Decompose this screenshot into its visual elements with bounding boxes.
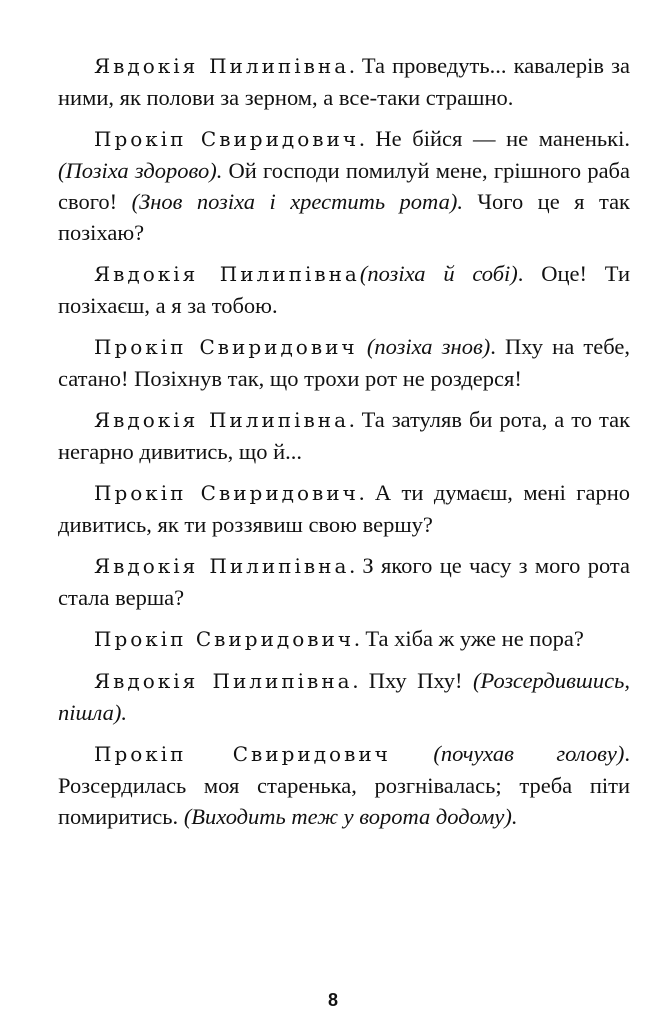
speaker-name: Явдокія Пилипівна [94, 262, 360, 286]
dialogue-text: . Та проведуть... кавалерів за ними, як полови за зерном, а все-таки страшно. [58, 53, 630, 110]
dialogue-paragraph [58, 477, 630, 540]
dialogue-text: . Та хіба ж уже не пора? [354, 626, 584, 651]
dialogue-text: Чого це я так позіхаю? [58, 189, 630, 245]
speaker-name: Явдокія Пилипівна [94, 54, 350, 78]
dialogue-paragraph [58, 550, 630, 613]
dialogue-text [358, 334, 367, 359]
page-number: 8 [327, 990, 338, 1010]
speaker-name: Прокіп Свиридович [94, 335, 358, 359]
dialogue-text: . Та затуляв би рота, а то так негарно дивитись, що й... [58, 407, 630, 464]
stage-direction: (позіха й собі) [359, 261, 518, 286]
speaker-name: Прокіп Свиридович [94, 127, 360, 151]
stage-direction: (Знов позіха і хрестить рота). [131, 189, 463, 214]
dialogue-paragraph [58, 123, 630, 248]
dialogue-text: . З якого це часу з мого рота стала верша? [58, 553, 630, 610]
speaker-name: Прокіп Свиридович [94, 627, 355, 651]
dialogue-text: Ой господи помилуй мене, грішного раба свого! [58, 158, 630, 214]
speaker-name: Явдокія Пилипівна [94, 669, 353, 693]
dialogue-text: . Пху Пху! [352, 668, 474, 693]
stage-direction: (Розсердившись, пішла). [58, 668, 630, 725]
dialogue-text: . Пху на тебе, сатано! Позіхнув так, що трохи рот не роздерся! [58, 334, 630, 391]
stage-direction: (Виходить теж у ворота додому). [183, 804, 518, 829]
dialogue-paragraph [58, 404, 630, 467]
dialogue-paragraph [58, 665, 630, 728]
speaker-name: Явдокія Пилипівна [94, 554, 350, 578]
dialogue-paragraph [58, 258, 630, 321]
speaker-name: Прокіп Свиридович [94, 742, 391, 766]
dialogue-text: . Оце! Ти позіхаєш, а я за тобою. [58, 261, 630, 318]
stage-direction: (позіха знов) [366, 334, 491, 359]
page-body [58, 50, 630, 842]
speaker-name: Прокіп Свиридович [94, 481, 359, 505]
dialogue-text: . А ти думаєш, мені гарно дивитись, як ти роззявиш свою вершу? [58, 480, 631, 537]
dialogue-text [391, 741, 433, 766]
stage-direction: (Позіха здорово). [58, 158, 223, 183]
dialogue-text: . Не бійся — не маненькі. [359, 126, 630, 151]
dialogue-paragraph [58, 738, 630, 832]
dialogue-paragraph [58, 50, 630, 113]
dialogue-paragraph [58, 331, 630, 394]
stage-direction: (почухав голову) [433, 741, 625, 766]
dialogue-paragraph [58, 623, 630, 655]
speaker-name: Явдокія Пилипівна [94, 408, 350, 432]
dialogue-text: . Розсердилась моя старенька, розгнівалась; треба піти помиритись. [58, 741, 631, 829]
